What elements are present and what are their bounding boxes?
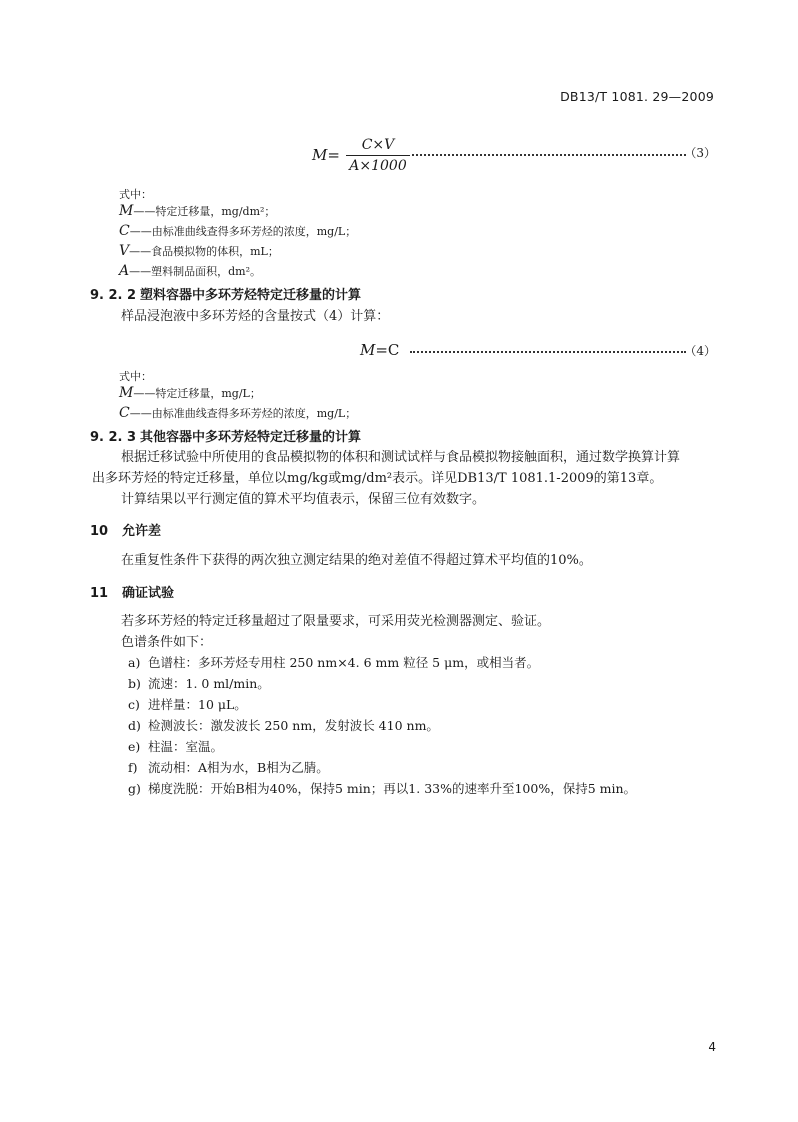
variable-symbol: A bbox=[119, 263, 130, 279]
list-marker: d) bbox=[128, 718, 141, 733]
variable-definition bbox=[119, 385, 261, 401]
section-title: 允许差 bbox=[122, 524, 162, 539]
list-marker: a) bbox=[128, 655, 141, 670]
variable-definition bbox=[119, 243, 279, 259]
variable-symbol: C bbox=[119, 223, 130, 239]
variable-description: ——由标准曲线查得多环芳烃的浓度，mg/L； bbox=[129, 225, 357, 238]
list-item bbox=[128, 674, 270, 692]
variable-definition bbox=[119, 203, 275, 219]
list-text: 进样量：10 μL。 bbox=[148, 697, 247, 712]
variable-symbol: M bbox=[119, 203, 134, 219]
list-text: 色谱柱：多环芳烃专用柱 250 nm×4. 6 mm 粒径 5 μm，或相当者。 bbox=[148, 655, 540, 670]
section-title: 塑料容器中多环芳烃特定迁移量的计算 bbox=[140, 288, 362, 303]
list-item bbox=[128, 653, 539, 671]
section-heading-9-2-3 bbox=[90, 426, 361, 445]
equation-4 bbox=[360, 341, 716, 363]
page-number: 4 bbox=[708, 1040, 716, 1054]
paragraph: 在重复性条件下获得的两次独立测定结果的绝对差值不得超过算术平均值的10%。 bbox=[121, 553, 592, 568]
section-number: 11 bbox=[90, 586, 109, 601]
paragraph: 计算结果以平行测定值的算术平均值表示，保留三位有效数字。 bbox=[121, 492, 486, 507]
list-text: 流动相：A相为水，B相为乙腈。 bbox=[148, 760, 329, 775]
list-text: 流速：1. 0 ml/min。 bbox=[148, 676, 270, 691]
paragraph: 色谱条件如下： bbox=[121, 635, 213, 650]
section-title: 其他容器中多环芳烃特定迁移量的计算 bbox=[140, 430, 362, 445]
equation-lhs: M= bbox=[312, 146, 340, 164]
variable-symbol: M bbox=[119, 385, 134, 401]
section-number: 10 bbox=[90, 524, 109, 539]
variable-definition bbox=[119, 263, 261, 279]
list-marker: g) bbox=[128, 781, 141, 796]
equation-lhs bbox=[360, 341, 399, 359]
equation-rhs: =C bbox=[375, 341, 400, 359]
list-item bbox=[128, 758, 329, 776]
section-number: 9. 2. 2 bbox=[90, 288, 137, 303]
variable-description: ——由标准曲线查得多环芳烃的浓度，mg/L； bbox=[129, 407, 357, 420]
variable-description: ——特定迁移量，mg/dm²； bbox=[133, 205, 276, 218]
variable-symbol: V bbox=[119, 243, 130, 259]
equation-3 bbox=[312, 136, 716, 178]
list-marker: e) bbox=[128, 739, 141, 754]
variable-description: ——塑料制品面积，dm²。 bbox=[129, 265, 262, 278]
variable-definition bbox=[119, 405, 356, 421]
paragraph: 样品浸泡液中多环芳烃的含量按式（4）计算： bbox=[121, 309, 390, 324]
section-number: 9. 2. 3 bbox=[90, 430, 137, 445]
section-heading-11 bbox=[90, 582, 174, 601]
variable-definition bbox=[119, 223, 356, 239]
variable-symbol: M bbox=[360, 341, 376, 359]
list-text: 梯度洗脱：开始B相为40%，保持5 min；再以1. 33%的速率升至100%，保持5 min。 bbox=[148, 781, 637, 796]
dot-leader bbox=[410, 351, 686, 353]
equation-number: （3） bbox=[684, 146, 716, 160]
where-label: 式中： bbox=[119, 188, 152, 201]
paragraph: 根据迁移试验中所使用的食品模拟物的体积和测试试样与食品模拟物接触面积，通过数学换算计算 bbox=[121, 450, 681, 465]
paragraph: 出多环芳烃的特定迁移量，单位以mg/kg或mg/dm²表示。详见DB13/T 1081.1-2009的第13章。 bbox=[92, 471, 663, 486]
fraction-bar bbox=[346, 155, 410, 156]
dot-leader bbox=[412, 154, 686, 156]
list-item bbox=[128, 779, 636, 797]
variable-description: ——食品模拟物的体积，mL； bbox=[129, 245, 279, 258]
list-marker: f) bbox=[128, 760, 138, 775]
list-marker: c) bbox=[128, 697, 140, 712]
list-marker: b) bbox=[128, 676, 141, 691]
list-text: 检测波长：激发波长 250 nm，发射波长 410 nm。 bbox=[148, 718, 439, 733]
equation-number: （4） bbox=[684, 344, 716, 358]
list-item bbox=[128, 695, 247, 713]
section-heading-9-2-2 bbox=[90, 284, 361, 303]
variable-description: ——特定迁移量，mg/L； bbox=[133, 387, 261, 400]
fraction-denominator: A×1000 bbox=[349, 158, 407, 174]
fraction-numerator: C×V bbox=[361, 137, 395, 153]
fraction bbox=[346, 136, 410, 175]
section-title: 确证试验 bbox=[122, 586, 175, 601]
variable-symbol: C bbox=[119, 405, 130, 421]
section-heading-10 bbox=[90, 520, 161, 539]
list-text: 柱温：室温。 bbox=[148, 739, 224, 754]
list-item bbox=[128, 737, 223, 755]
document-code: DB13/T 1081. 29—2009 bbox=[560, 89, 714, 104]
where-label: 式中： bbox=[119, 370, 152, 383]
list-item bbox=[128, 716, 439, 734]
paragraph: 若多环芳烃的特定迁移量超过了限量要求，可采用荧光检测器测定、验证。 bbox=[121, 614, 551, 629]
